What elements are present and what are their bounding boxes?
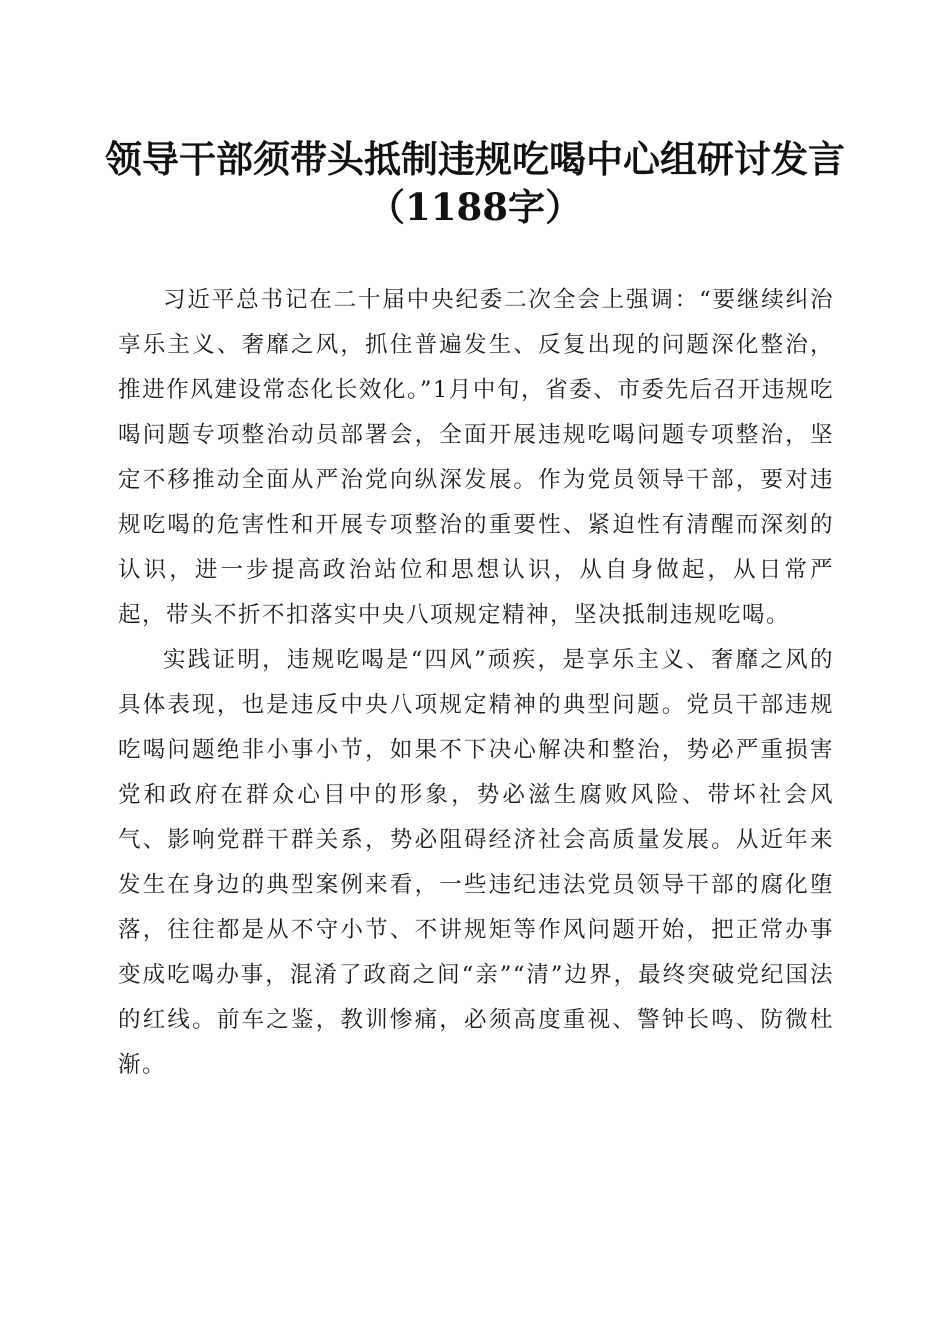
paragraph-1: 习近平总书记在二十届中央纪委二次全会上强调：“要继续纠治享乐主义、奢靡之风，抓住普遍发生、反复出现的问题深化整治，推进作风建设常态化长效化。”1月中旬，省委、市委先后召开违规吃喝问题专项整治动员部署会，全面开展违规吃喝问题专项整治，坚定不移推动全面从严治党向纵深发展。作为党员领导干部，要对违规吃喝的危害性和开展专项整治的重要性、紧迫性有清醒而深刻的认识，进一步提高政治站位和思想认识，从自身做起，从日常严起，带头不折不扣落实中央八项规定精神，坚决抵制违规吃喝。: [118, 287, 834, 628]
document-subtitle-word-count: （1188字）: [368, 185, 582, 229]
paragraph-2: 实践证明，违规吃喝是“四风”顽疾，是享乐主义、奢靡之风的具体表现，也是违反中央八项规定精神的典型问题。党员干部违规吃喝问题绝非小事小节，如果不下决心解决和整治，势必严重损害党和政府在群众心目中的形象，势必滋生腐败风险、带坏社会风气、影响党群干群关系，势必阻碍经济社会高质量发展。从近年来发生在身边的典型案例来看，一些违纪违法党员领导干部的腐化堕落，往往都是从不守小节、不讲规矩等作风问题开始，把正常办事变成吃喝办事，混淆了政商之间“亲”“清”边界，最终突破党纪国法的红线。前车之鉴，教训惨痛，必须高度重视、警钟长鸣、防微杜渐。: [118, 647, 834, 1078]
document-body: [118, 278, 834, 1088]
document-title: 领导干部须带头抵制违规吃喝中心组研讨发言: [105, 137, 845, 181]
